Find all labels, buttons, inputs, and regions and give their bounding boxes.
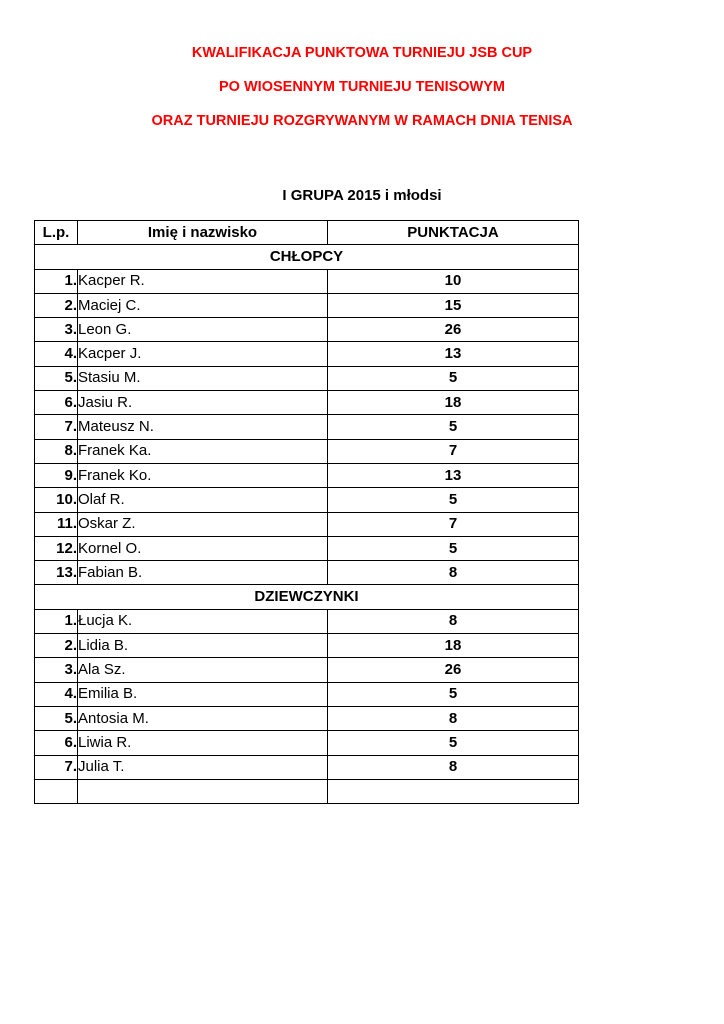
table-row xyxy=(35,488,579,512)
section-row xyxy=(35,585,579,609)
player-points: 5 xyxy=(328,536,579,560)
player-points: 5 xyxy=(328,415,579,439)
player-name: Stasiu M. xyxy=(78,366,328,390)
row-number: 5. xyxy=(35,706,78,730)
heading-line-2: PO WIOSENNYM TURNIEJU TENISOWYM xyxy=(219,79,505,95)
player-points: 5 xyxy=(328,682,579,706)
player-name: Olaf R. xyxy=(78,488,328,512)
row-number: 1. xyxy=(35,269,78,293)
player-name: Franek Ka. xyxy=(78,439,328,463)
player-points: 7 xyxy=(328,439,579,463)
table-row xyxy=(35,536,579,560)
player-name: Oskar Z. xyxy=(78,512,328,536)
table-row xyxy=(35,512,579,536)
player-points: 18 xyxy=(328,391,579,415)
player-points: 8 xyxy=(328,706,579,730)
row-number: 12. xyxy=(35,536,78,560)
player-name: Maciej C. xyxy=(78,293,328,317)
table-row xyxy=(35,706,579,730)
player-name: Antosia M. xyxy=(78,706,328,730)
row-number: 5. xyxy=(35,366,78,390)
player-name: Jasiu R. xyxy=(78,391,328,415)
player-points: 5 xyxy=(328,488,579,512)
row-number: 4. xyxy=(35,682,78,706)
player-points: 10 xyxy=(328,269,579,293)
player-points: 5 xyxy=(328,731,579,755)
player-points: 8 xyxy=(328,609,579,633)
player-name: Emilia B. xyxy=(78,682,328,706)
section-title: CHŁOPCY xyxy=(35,245,579,269)
player-name: Lidia B. xyxy=(78,634,328,658)
player-name: Julia T. xyxy=(78,755,328,779)
player-name: Ala Sz. xyxy=(78,658,328,682)
table-row xyxy=(35,658,579,682)
row-number: 7. xyxy=(35,755,78,779)
row-number: 6. xyxy=(35,391,78,415)
column-header-name: Imię i nazwisko xyxy=(78,221,328,245)
table-row xyxy=(35,682,579,706)
empty-cell xyxy=(328,779,579,803)
row-number: 6. xyxy=(35,731,78,755)
player-points: 8 xyxy=(328,755,579,779)
player-name: Łucja K. xyxy=(78,609,328,633)
row-number: 11. xyxy=(35,512,78,536)
table-row xyxy=(35,366,579,390)
table-row xyxy=(35,561,579,585)
heading-line-3: ORAZ TURNIEJU ROZGRYWANYM W RAMACH DNIA TENISA xyxy=(151,113,573,129)
heading-line-1: KWALIFIKACJA PUNKTOWA TURNIEJU JSB CUP xyxy=(191,45,533,61)
table-row xyxy=(35,269,579,293)
player-name: Leon G. xyxy=(78,318,328,342)
table-header-row xyxy=(35,221,579,245)
group-title: I GRUPA 2015 i młodsi xyxy=(282,187,442,204)
empty-row xyxy=(35,779,579,803)
player-name: Liwia R. xyxy=(78,731,328,755)
section-row xyxy=(35,245,579,269)
table-body xyxy=(35,245,579,804)
table-row xyxy=(35,342,579,366)
row-number: 10. xyxy=(35,488,78,512)
player-points: 8 xyxy=(328,561,579,585)
row-number: 9. xyxy=(35,463,78,487)
row-number: 3. xyxy=(35,658,78,682)
row-number: 1. xyxy=(35,609,78,633)
table-row xyxy=(35,439,579,463)
player-name: Kornel O. xyxy=(78,536,328,560)
player-points: 7 xyxy=(328,512,579,536)
row-number: 2. xyxy=(35,293,78,317)
empty-cell xyxy=(35,779,78,803)
table-row xyxy=(35,415,579,439)
table-row xyxy=(35,463,579,487)
row-number: 8. xyxy=(35,439,78,463)
player-name: Kacper R. xyxy=(78,269,328,293)
table-row xyxy=(35,293,579,317)
player-points: 15 xyxy=(328,293,579,317)
player-points: 18 xyxy=(328,634,579,658)
table-row xyxy=(35,391,579,415)
document-headings xyxy=(0,44,724,146)
row-number: 13. xyxy=(35,561,78,585)
player-points: 26 xyxy=(328,658,579,682)
column-header-points: PUNKTACJA xyxy=(328,221,579,245)
table-row xyxy=(35,634,579,658)
player-name: Fabian B. xyxy=(78,561,328,585)
row-number: 3. xyxy=(35,318,78,342)
points-table xyxy=(34,220,579,804)
player-points: 26 xyxy=(328,318,579,342)
player-name: Franek Ko. xyxy=(78,463,328,487)
table-row xyxy=(35,731,579,755)
player-points: 13 xyxy=(328,463,579,487)
row-number: 4. xyxy=(35,342,78,366)
table-row xyxy=(35,609,579,633)
section-title: DZIEWCZYNKI xyxy=(35,585,579,609)
table-row xyxy=(35,318,579,342)
row-number: 7. xyxy=(35,415,78,439)
player-points: 13 xyxy=(328,342,579,366)
table-row xyxy=(35,755,579,779)
empty-cell xyxy=(78,779,328,803)
column-header-lp: L.p. xyxy=(35,221,78,245)
row-number: 2. xyxy=(35,634,78,658)
player-name: Kacper J. xyxy=(78,342,328,366)
player-points: 5 xyxy=(328,366,579,390)
player-name: Mateusz N. xyxy=(78,415,328,439)
